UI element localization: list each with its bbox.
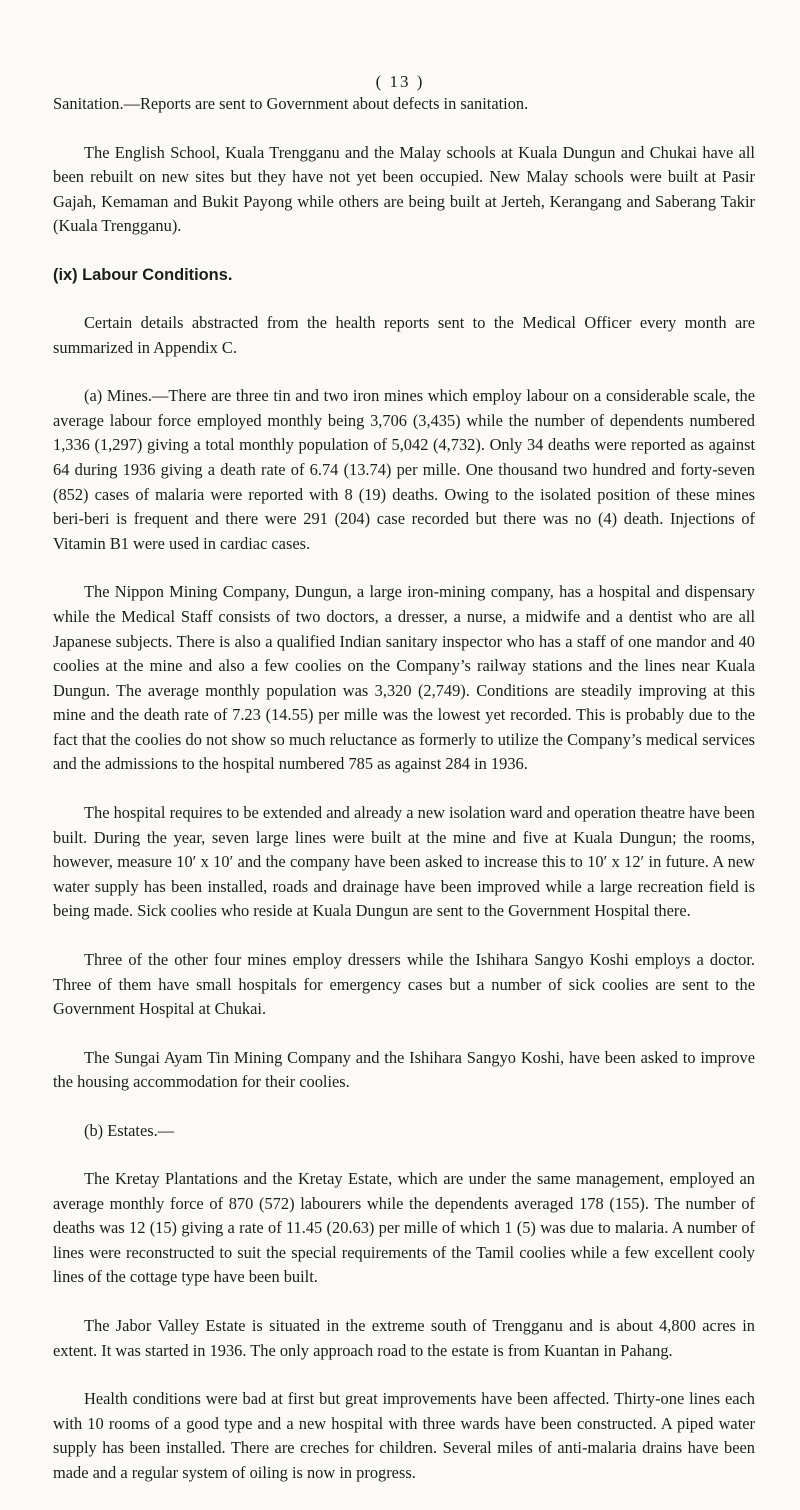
paragraph-other-mines: Three of the other four mines employ dressers while the Ishihara Sangyo Koshi employs a doctor. Three of them have small hospitals for emergency cases but a number of sick coolies are sent to the Government Hospital at Chukai. bbox=[53, 950, 755, 1019]
paragraph-sungai-ayam: The Sungai Ayam Tin Mining Company and the Ishihara Sangyo Koshi, have been asked to improve the housing accommodation for their coolies. bbox=[53, 1047, 755, 1092]
section-heading-labour-conditions: (ix) Labour Conditions. bbox=[53, 265, 233, 284]
paragraph-appendix: Certain details abstracted from the health reports sent to the Medical Officer every month are summarized in Appendix C. bbox=[53, 312, 755, 357]
paragraph-schools: The English School, Kuala Trengganu and the Malay schools at Kuala Dungun and Chukai have all been rebuilt on new sites but they have not yet been occupied. New Malay schools were built at Pasir Gajah, Kemaman and Bukit Payong while others are being built at Jerteh, Kerangang and Saberang Takir (Kuala Trengganu). bbox=[53, 142, 755, 236]
paragraph-mines: (a) Mines.—There are three tin and two iron mines which employ labour on a considerable scale, the average labour force employed monthly being 3,706 (3,435) while the number of dependents numbered 1,336 (1,297) giving a total monthly population of 5,042 (4,732). Only 34 deaths were reported as against 64 during 1936 giving a death rate of 6.74 (13.74) per mille. One thousand two hundred and forty-seven (852) cases of malaria were reported with 8 (19) deaths. Owing to the isolated position of these mines beri-beri is frequent and there were 291 (204) case recorded but there was no (4) death. Injections of Vitamin B1 were used in cardiac cases. bbox=[53, 386, 755, 553]
subheading-estates: (b) Estates.— bbox=[84, 1121, 175, 1140]
paragraph-jabor-valley: The Jabor Valley Estate is situated in the extreme south of Trengganu and is about 4,800 acres in extent. It was started in 1936. The only approach road to the estate is from Kuantan in Pahang. bbox=[53, 1315, 755, 1360]
paragraph-sanitation: Sanitation.—Reports are sent to Government about defects in sanitation. bbox=[53, 94, 529, 113]
page-body bbox=[53, 92, 755, 1510]
paragraph-kretay: The Kretay Plantations and the Kretay Estate, which are under the same management, employed an average monthly force of 870 (572) labourers while the dependents averaged 178 (155). The number of deaths was 12 (15) giving a rate of 11.45 (20.63) per mille of which 1 (5) was due to malaria. A number of lines were reconstructed to suit the special requirements of the Tamil coolies while a few excellent cooly lines of the cottage type have been built. bbox=[53, 1169, 755, 1287]
paragraph-health-conditions: Health conditions were bad at first but great improvements have been affected. Thirty-one lines each with 10 rooms of a good type and a new hospital with three wards have been constructed. A piped water supply has been installed. There are creches for children. Several miles of anti-malaria drains have been made and a regular system of oiling is now in progress. bbox=[53, 1389, 755, 1482]
paragraph-hospital: The hospital requires to be extended and already a new isolation ward and operation theatre have been built. During the year, seven large lines were built at the mine and five at Kuala Dungun; the rooms, however, measure 10′ x 10′ and the company have been asked to increase this to 10′ x 12′ in future. A new water supply has been installed, roads and drainage have been improved while a large recreation field is being made. Sick coolies who reside at Kuala Dungun are sent to the Government Hospital there. bbox=[53, 803, 755, 921]
page-number: ( 13 ) bbox=[375, 72, 425, 91]
paragraph-nippon-mining: The Nippon Mining Company, Dungun, a large iron-mining company, has a hospital and dispensary while the Medical Staff consists of two doctors, a dresser, a nurse, a midwife and a dentist who are all Japanese subjects. There is also a qualified Indian sanitary inspector who has a staff of one mandor and 40 coolies at the mine and also a few coolies on the Company’s railway stations and the lines near Kuala Dungun. The average monthly population was 3,320 (2,749). Conditions are steadily improving at this mine and the death rate of 7.23 (14.55) per mille was the lowest yet recorded. This is probably due to the fact that the coolies do not show so much reluctance as formerly to utilize the Company’s medical services and the admissions to the hospital numbered 785 as against 284 in 1936. bbox=[53, 582, 755, 774]
